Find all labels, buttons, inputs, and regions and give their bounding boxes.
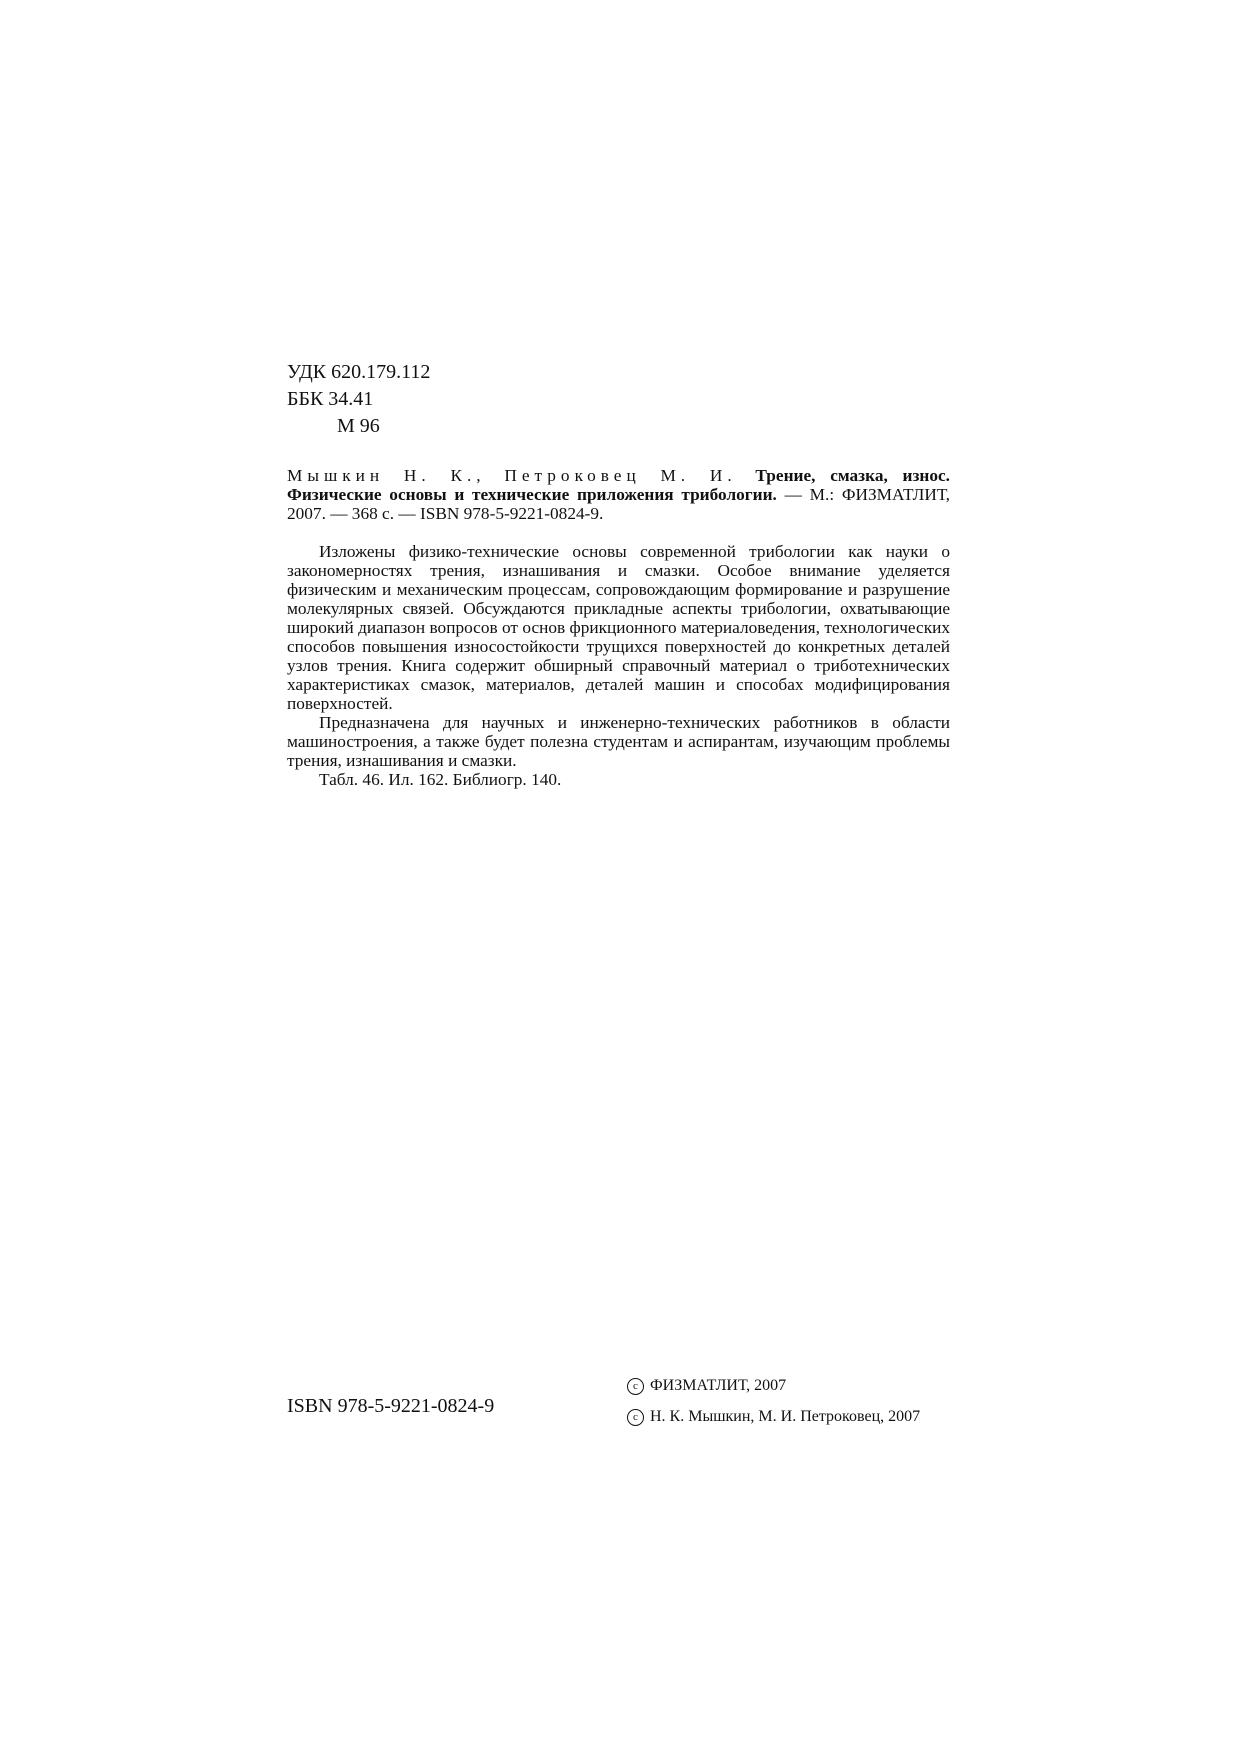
classification-codes	[287, 359, 430, 440]
author-mark: М 96	[337, 415, 380, 437]
citation-author-1: Мышкин Н. К.,	[287, 466, 486, 485]
isbn: ISBN 978-5-9221-0824-9	[287, 1395, 495, 1417]
copyright-authors-line	[627, 1401, 920, 1432]
annotation	[287, 542, 950, 789]
annotation-stats: Табл. 46. Ил. 162. Библиогр. 140.	[319, 770, 562, 789]
copyright-icon: c	[627, 1409, 644, 1426]
citation-author-2: Петроковец М. И.	[504, 466, 737, 485]
annotation-paragraph: Изложены физико-технические основы современной трибологии как науки о закономерностях трения, изнашивания и смазки. Особое внимание уделяется физическим и механическим процессам, сопровождающим формирование и разрушение молекулярных связей. Обсуждаются прикладные аспекты трибологии, охватывающие широкий диапазон вопросов от основ фрикционного материаловедения, технологических способов повышения износостойкости трущихся поверхностей до конкретных деталей узлов трения. Книга содержит обширный справочный материал о триботехнических характеристиках смазок, материалов, деталей машин и способах модифицирования поверхностей.	[287, 542, 950, 713]
copyright-publisher-line	[627, 1370, 920, 1401]
udk-code: УДК 620.179.112	[287, 361, 431, 383]
annotation-paragraph: Предназначена для научных и инженерно-технических работников в области машиностроения, а также будет полезна студентам и аспирантам, изучающим проблемы трения, изнашивания и смазки.	[287, 713, 950, 770]
copyright-authors: Н. К. Мышкин, М. И. Петроковец, 2007	[650, 1408, 921, 1425]
bbk-code: ББК 34.41	[287, 388, 374, 410]
citation-title: Трение, смазка, износ. Физические основы и технические приложения трибологии.	[287, 466, 951, 504]
citation-publication: — М.: ФИЗМАТЛИТ, 2007. — 368 с. — ISBN 978-5-9221-0824-9.	[287, 485, 950, 523]
copyright-publisher: ФИЗМАТЛИТ, 2007	[650, 1377, 787, 1394]
bibliographic-citation	[287, 466, 950, 523]
copyright-block	[627, 1370, 920, 1432]
copyright-icon: c	[627, 1378, 644, 1395]
